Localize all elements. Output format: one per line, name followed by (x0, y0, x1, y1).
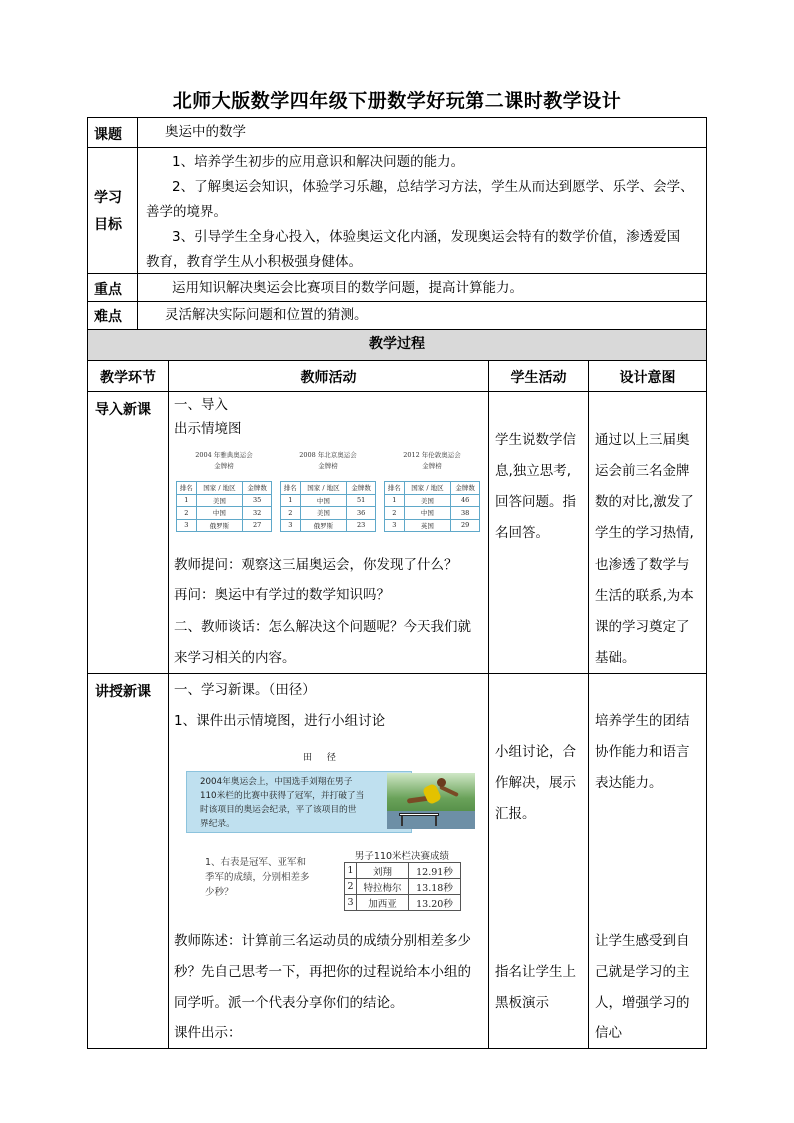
row-divider (87, 301, 707, 302)
student-line: 汇报。 (495, 806, 536, 822)
medal-tables-figure (176, 450, 481, 542)
medal-table-2008 (280, 450, 376, 532)
medal-caption: 金牌榜 (422, 462, 442, 470)
student-line: 回答问题。指 (495, 494, 576, 510)
news-line: 2004年奥运会上，中国选手刘翔在男子 (200, 777, 353, 787)
medal-caption: 金牌榜 (318, 462, 338, 470)
goal-label-1: 学习 (94, 190, 122, 206)
header-intent: 设计意图 (619, 370, 676, 386)
document-title: 北师大版数学四年级下册数学好玩第二课时教学设计 (172, 90, 622, 112)
medal-header: 排名 (385, 482, 405, 495)
intent-line: 运会前三名金牌 (595, 463, 690, 479)
medal-header: 国家 / 地区 (300, 482, 347, 495)
goal-line: 教育，教育学生从小积极强身健体。 (146, 254, 362, 270)
medal-cell: 中国 (196, 507, 243, 520)
teacher-line: 1、课件出示情境图，进行小组讨论 (174, 713, 386, 729)
topic-value: 奥运中的数学 (165, 124, 246, 140)
teacher-line: 二、教师谈话：怎么解决这个问题呢？今天我们就 (174, 619, 471, 635)
medal-cell: 英国 (404, 519, 451, 532)
medal-cell: 美国 (300, 507, 347, 520)
news-line: 110米栏的比赛中获得了冠军，并打破了当 (200, 791, 365, 801)
intent-line: 协作能力和语言 (595, 744, 690, 760)
medal-cell: 俄罗斯 (300, 519, 347, 532)
intent-line: 生活的联系,为本 (595, 588, 694, 604)
intent-line: 数的对比,激发了 (595, 494, 694, 510)
row-divider (87, 673, 707, 674)
runner-head (437, 778, 446, 787)
goal-line: 2、了解奥运会知识，体验学习乐趣，总结学习方法，学生从而达到愿学、乐学、会学、 (172, 179, 694, 195)
medal-cell: 35 (243, 494, 272, 507)
medal-cell: 美国 (196, 494, 243, 507)
medal-cell: 38 (451, 507, 480, 520)
intent-line: 也渗透了数学与 (595, 557, 690, 573)
medal-cell: 俄罗斯 (196, 519, 243, 532)
medal-cell: 3 (177, 519, 197, 532)
track-caption: 田 径 (303, 753, 342, 763)
student-line: 黑板演示 (495, 995, 549, 1011)
medal-cell: 1 (385, 494, 405, 507)
medal-header: 金牌数 (243, 482, 272, 495)
medal-cell: 3 (385, 519, 405, 532)
difficulty-value: 灵活解决实际问题和位置的猜测。 (165, 307, 368, 323)
stage-teach: 讲授新课 (95, 684, 151, 700)
results-cell: 12.91秒 (409, 863, 461, 879)
results-title: 男子110米栏决赛成绩 (354, 851, 450, 862)
column-divider (588, 360, 589, 1049)
results-table (344, 862, 461, 911)
key-value: 运用知识解决奥运会比赛项目的数学问题，提高计算能力。 (172, 280, 523, 296)
intent-line: 信心 (595, 1025, 622, 1041)
medal-cell: 美国 (404, 494, 451, 507)
hurdle-leg (401, 816, 403, 826)
news-box (186, 771, 412, 833)
medal-header: 金牌数 (451, 482, 480, 495)
medal-cell: 36 (347, 507, 376, 520)
medal-caption: 2008 年北京奥运会 (299, 451, 357, 459)
row-divider (87, 147, 707, 148)
goal-label-2: 目标 (94, 217, 122, 233)
intent-line: 表达能力。 (595, 775, 663, 791)
medal-cell: 29 (451, 519, 480, 532)
process-band-title: 教学过程 (369, 336, 425, 352)
student-line: 名回答。 (495, 525, 549, 541)
header-stage: 教学环节 (100, 370, 156, 386)
news-line: 时该项目的奥运会纪录，平了该项目的世 (200, 805, 357, 815)
medal-cell: 1 (177, 494, 197, 507)
row-divider (87, 360, 707, 361)
results-cell: 1 (345, 863, 357, 879)
medal-cell: 2 (385, 507, 405, 520)
header-teacher: 教师活动 (300, 370, 357, 386)
question-line: 少秒？ (205, 887, 234, 898)
question-line: 1、右表是冠军、亚军和 (205, 857, 307, 868)
medal-header: 排名 (281, 482, 301, 495)
teacher-line: 教师陈述：计算前三名运动员的成绩分别相差多少 (174, 933, 471, 949)
medal-caption: 2012 年伦敦奥运会 (403, 451, 461, 459)
hurdle-bar (399, 813, 439, 816)
results-cell: 3 (345, 895, 357, 911)
results-cell: 刘翔 (357, 863, 409, 879)
results-cell: 2 (345, 879, 357, 895)
teacher-line: 来学习相关的内容。 (174, 650, 296, 666)
key-label: 重点 (94, 282, 122, 298)
intent-line: 通过以上三届奥 (595, 432, 690, 448)
results-cell: 加西亚 (357, 895, 409, 911)
question-text (205, 855, 333, 900)
results-cell: 特拉梅尔 (357, 879, 409, 895)
intent-line: 培养学生的团结 (595, 713, 690, 729)
medal-table-2012 (384, 450, 480, 532)
medal-cell: 51 (347, 494, 376, 507)
column-divider (137, 117, 138, 329)
medal-caption: 2004 年雅典奥运会 (195, 451, 253, 459)
medal-cell: 3 (281, 519, 301, 532)
student-line: 学生说数学信 (495, 432, 576, 448)
student-line: 指名让学生上 (495, 964, 576, 980)
goal-line: 1、培养学生初步的应用意识和解决问题的能力。 (172, 154, 465, 170)
student-line: 作解决，展示 (495, 775, 576, 791)
medal-cell: 2 (177, 507, 197, 520)
stage-intro: 导入新课 (95, 402, 151, 418)
intent-line: 课的学习奠定了 (595, 619, 690, 635)
results-cell: 13.18秒 (409, 879, 461, 895)
column-divider (488, 360, 489, 1049)
news-line: 界纪录。 (200, 819, 235, 829)
results-row (345, 879, 461, 895)
medal-header: 国家 / 地区 (196, 482, 243, 495)
intent-line: 让学生感受到自 (595, 933, 690, 949)
intent-line: 人，增强学习的 (595, 995, 690, 1011)
student-line: 息,独立思考, (495, 463, 572, 479)
goal-line: 善学的境界。 (146, 204, 227, 220)
teacher-line: 一、学习新课。（田径） (174, 682, 316, 698)
goal-line: 3、引导学生全身心投入，体验奥运文化内涵，发现奥运会特有的数学价值，渗透爱国 (172, 229, 681, 245)
medal-cell: 中国 (300, 494, 347, 507)
teacher-line: 教师提问：观察这三届奥运会，你发现了什么？ (174, 557, 458, 573)
medal-cell: 2 (281, 507, 301, 520)
intent-line: 学生的学习热情, (595, 525, 694, 541)
student-line: 小组讨论，合 (495, 744, 576, 760)
topic-label: 课题 (94, 127, 122, 143)
teacher-line: 课件出示： (174, 1025, 242, 1041)
intent-line: 基础。 (595, 650, 636, 666)
hurdle-leg (435, 816, 437, 826)
medal-caption: 金牌榜 (214, 462, 234, 470)
medal-table-2004 (176, 450, 272, 532)
teacher-line: 秒？先自己思考一下，再把你的过程说给本小组的 (174, 964, 471, 980)
row-divider (87, 329, 707, 330)
medal-header: 金牌数 (347, 482, 376, 495)
results-row (345, 863, 461, 879)
difficulty-label: 难点 (94, 309, 122, 325)
teacher-line: 一、导入 (174, 397, 228, 413)
teacher-line: 出示情境图 (174, 421, 242, 437)
medal-cell: 中国 (404, 507, 451, 520)
intent-line: 己就是学习的主 (595, 964, 690, 980)
header-student: 学生活动 (510, 370, 567, 386)
results-row (345, 895, 461, 911)
medal-header: 排名 (177, 482, 197, 495)
row-divider (87, 391, 707, 392)
medal-header: 国家 / 地区 (404, 482, 451, 495)
column-divider (168, 360, 169, 1049)
teacher-line: 同学听。派一个代表分享你们的结论。 (174, 995, 404, 1011)
medal-cell: 23 (347, 519, 376, 532)
hurdler-photo (387, 773, 475, 829)
medal-cell: 1 (281, 494, 301, 507)
teacher-line: 再问：奥运中有学过的数学知识吗？ (174, 587, 390, 603)
question-line: 季军的成绩，分别相差多 (205, 872, 310, 883)
results-cell: 13.20秒 (409, 895, 461, 911)
medal-cell: 27 (243, 519, 272, 532)
medal-cell: 32 (243, 507, 272, 520)
medal-cell: 46 (451, 494, 480, 507)
